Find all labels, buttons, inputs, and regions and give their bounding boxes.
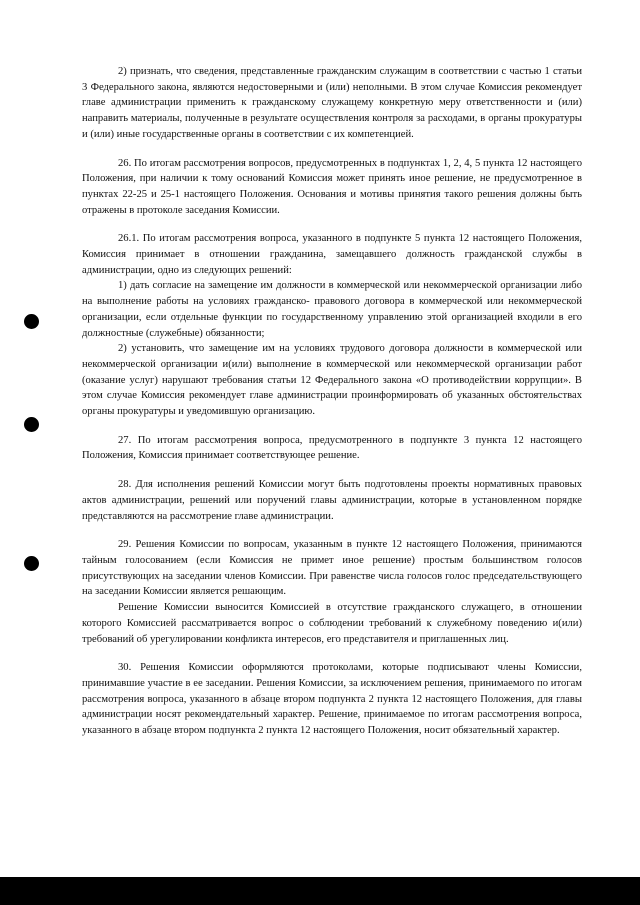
paragraph-26-1-subitem-2: 2) установить, что замещение им на условиях трудового договора должности в коммерческой или некоммерческой организации и(или) выполнение в коммерческой или некоммерческой организации работ (оказание услуг) нарушают требования статьи 12 Федерального закона «О противодействии коррупции». В этом случае Комиссия рекомендует главе администрации проинформировать об указанных обстоятельствах органы прокуратуры и уведомившую организацию.: [82, 343, 582, 418]
paragraph-29: 29. Решения Комиссии по вопросам, указанным в пункте 12 настоящего Положения, принимаются тайным голосованием (если Комиссия не примет иное решение) простым большинством голосов присутствующих на заседании членов Комиссии. При равенстве числа голосов голос председательствующего на заседании Комиссии является решающим.: [82, 539, 582, 598]
paragraph-26-1-subitem-1: 1) дать согласие на замещение им должности в коммерческой или некоммерческой организации либо на выполнение работы на условиях гражданско- правового договора в коммерческой или некоммерческой организации, если отдельные функции по государственному управлению этой организацией входили в его должностные (служебные) обязанности;: [82, 280, 582, 339]
paragraph-29-second: Решение Комиссии выносится Комиссией в отсутствие гражданского служащего, в отношении которого Комиссией рассматривается вопрос о соблюдении требований к служебному поведению и(или) требований об урегулировании конфликта интересов, его представителя и приглашенных лиц.: [82, 602, 582, 645]
paragraph-item-2: 2) признать, что сведения, представленные гражданским служащим в соответствии с частью 1 статьи 3 Федерального закона, являются недостоверными и (или) неполными. В этом случае Комиссия рекомендует главе администрации применить к гражданскому служащему конкретную меру ответственности и (или) направить материалы, полученные в результате осуществления контроля за расходами, в органы прокуратуры и (или) иные государственные органы в соответствии с их компетенцией.: [82, 66, 582, 140]
punch-hole-top: [24, 314, 39, 329]
punch-hole-middle: [24, 417, 39, 432]
paragraph-28: 28. Для исполнения решений Комиссии могут быть подготовлены проекты нормативных правовых актов администрации, решений или поручений главы администрации, которые в установленном порядке представляются на рассмотрение главе администрации.: [82, 479, 582, 522]
punch-hole-bottom: [24, 556, 39, 571]
paragraph-27: 27. По итогам рассмотрения вопроса, предусмотренного в подпункте 3 пункта 12 настоящего Положения, Комиссия принимает соответствующее решение.: [82, 434, 582, 462]
paragraph-26: 26. По итогам рассмотрения вопросов, предусмотренных в подпунктах 1, 2, 4, 5 пункта 12 настоящего Положения, при наличии к тому оснований Комиссия может принять иное решение, не предусмотренное в пунктах 22-25 и 25-1 настоящего Положения. Основания и мотивы принятия такого решения должны быть отражены в протоколе заседания Комиссии.: [82, 157, 582, 216]
document-body: [82, 64, 582, 752]
paragraph-26-1: 26.1. По итогам рассмотрения вопроса, указанного в подпункте 5 пункта 12 настоящего Положения, Комиссия принимает в отношении гражданина, замещавшего должность гражданской службы в администрации, одно из следующих решений:: [82, 233, 582, 276]
paragraph-30: 30. Решения Комиссии оформляются протоколами, которые подписывают члены Комиссии, принимавшие участие в ее заседании. Решения Комиссии, за исключением решения, принимаемого по итогам рассмотрения вопроса, указанного в абзаце втором подпункта 2 пункта 12 настоящего Положения, для главы администрации носят рекомендательный характер. Решение, принимаемое по итогам рассмотрения вопроса, указанного в абзаце втором подпункта 2 пункта 12 настоящего Положения, носит обязательный характер.: [82, 662, 582, 737]
scan-bottom-edge: [0, 877, 640, 905]
